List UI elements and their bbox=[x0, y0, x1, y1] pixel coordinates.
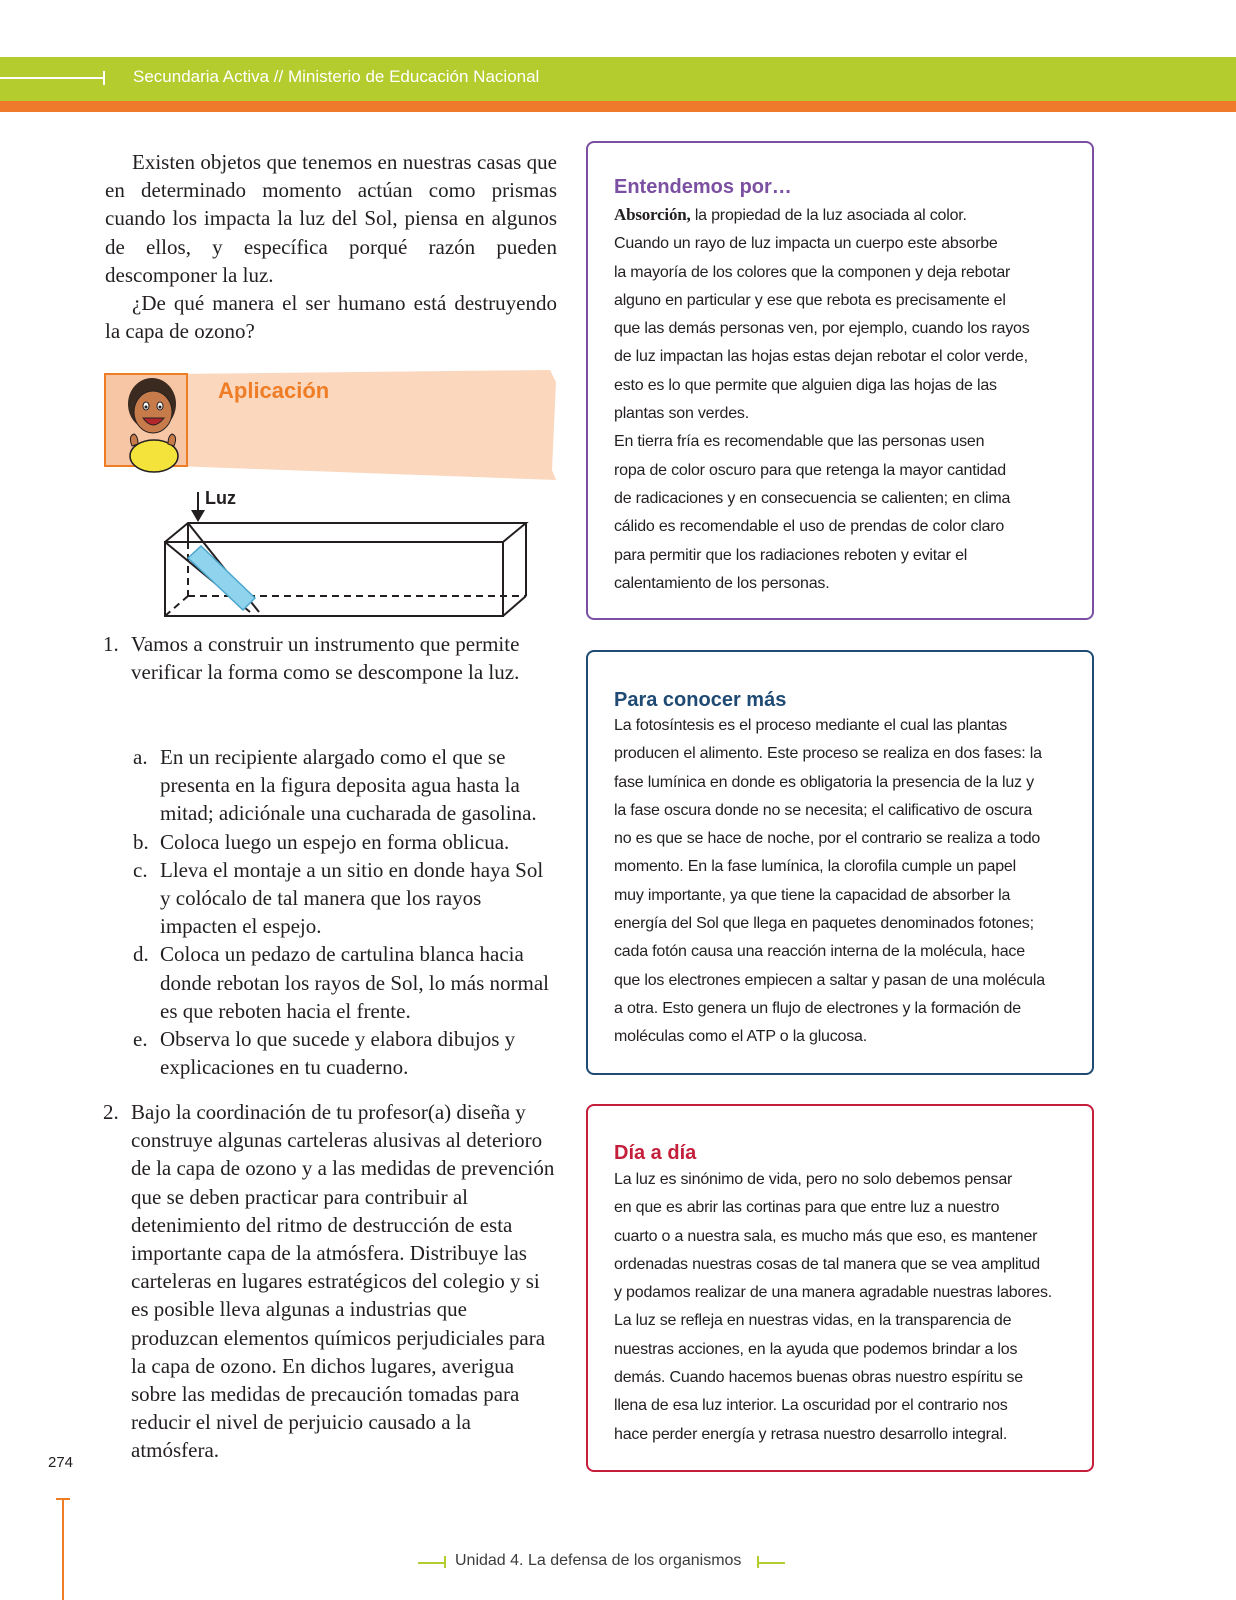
entendemos-line: la propiedad de la luz asociada al color. bbox=[694, 207, 967, 224]
entendemos-line: de radicaciones y en consecuencia se calienten; en clima bbox=[614, 489, 1011, 507]
entendemos-line: cálido es recomendable el uso de prendas de color claro bbox=[614, 518, 1005, 536]
activity-item-1 bbox=[103, 630, 559, 686]
activity-steps bbox=[133, 743, 557, 1081]
light-label: Luz bbox=[205, 488, 236, 508]
step-c bbox=[133, 856, 557, 941]
step-b bbox=[133, 828, 557, 856]
conocer-body bbox=[614, 712, 1074, 1052]
dia-box bbox=[586, 1104, 1094, 1472]
item-1-number: 1. bbox=[103, 632, 119, 656]
step-text: Observa lo que sucede y elabora dibujos y explicaciones en tu cuaderno. bbox=[160, 1027, 516, 1080]
dia-line: La luz se refleja en nuestras vidas, en la transparencia de bbox=[614, 1312, 1012, 1330]
step-text: Coloca luego un espejo en forma oblicua. bbox=[160, 829, 510, 854]
conocer-line: producen el alimento. Este proceso se realiza en dos fases: la bbox=[614, 745, 1042, 763]
step-text: Lleva el montaje a un sitio en donde haya Sol y colócalo de tal manera que los rayos impacten el espejo. bbox=[160, 857, 544, 939]
entendemos-line: Cuando un rayo de luz impacta un cuerpo este absorbe bbox=[614, 235, 998, 253]
dia-line: nuestras acciones, en la ayuda que podemos brindar a los bbox=[614, 1340, 1018, 1358]
entendemos-line: de luz impactan las hojas estas dejan rebotar el color verde, bbox=[614, 348, 1028, 366]
step-letter: b. bbox=[133, 829, 149, 854]
dia-line: y podamos realizar de una manera agradable nuestras labores. bbox=[614, 1284, 1053, 1302]
aplicacion-title: Aplicación bbox=[218, 378, 330, 403]
dia-line: La luz es sinónimo de vida, pero no solo debemos pensar bbox=[614, 1171, 1013, 1188]
dia-title: Día a día bbox=[614, 1142, 697, 1164]
footer-rule-right bbox=[757, 1562, 785, 1564]
entendemos-line: ropa de color oscuro para que retenga la mayor cantidad bbox=[614, 461, 1006, 479]
entendemos-title: Entendemos por… bbox=[614, 176, 792, 198]
light-arrow-icon bbox=[191, 510, 205, 522]
conocer-line: energía del Sol que llega en paquetes denominados fotones; bbox=[614, 915, 1034, 933]
conocer-line: la fase oscura donde no se necesita; el calificativo de oscura bbox=[614, 801, 1033, 819]
conocer-line: muy importante, ya que tiene la capacidad de absorber la bbox=[614, 886, 1011, 904]
footer-title bbox=[455, 1552, 741, 1570]
step-d bbox=[133, 940, 557, 1025]
entendemos-line: plantas son verdes. bbox=[614, 405, 749, 423]
intro-paragraph-1: Existen objetos que tenemos en nuestras casas que en determinado momento actúan como prismas cuando los impacta la luz del Sol, piensa en algunos de ellos, y específica porqué razón pueden descomponer la luz. bbox=[105, 150, 557, 287]
conocer-line: no es que se hace de noche, por el contrario se realiza a todo bbox=[614, 830, 1041, 848]
activity-item-2 bbox=[103, 1098, 559, 1465]
intro-paragraph-2: ¿De qué manera el ser humano está destruyendo la capa de ozono? bbox=[105, 291, 557, 344]
footer-unit-title: La defensa de los organismos bbox=[527, 1552, 742, 1569]
step-a bbox=[133, 743, 557, 828]
step-letter: e. bbox=[133, 1027, 148, 1052]
footer-unit: Unidad 4. bbox=[455, 1552, 524, 1569]
entendemos-line: En tierra fría es recomendable que las personas usen bbox=[614, 433, 985, 451]
dia-line: hace perder energía y retrasa nuestro desarrollo integral. bbox=[614, 1425, 1008, 1443]
header-title: Secundaria Activa // Ministerio de Educación Nacional bbox=[133, 67, 540, 86]
entendemos-line: alguno en particular y ese que rebota es precisamente el bbox=[614, 291, 1006, 309]
mirror bbox=[188, 546, 255, 610]
conocer-line: a otra. Esto genera un flujo de electrones y la formación de bbox=[614, 999, 1021, 1017]
entendemos-line: que las demás personas ven, por ejemplo, cuando los rayos bbox=[614, 320, 1030, 338]
footer-rule-right-tick bbox=[757, 1556, 759, 1568]
conocer-line: que los electrones empiecen a saltar y pasan de una molécula bbox=[614, 971, 1045, 989]
entendemos-line: para permitir que los radiaciones reboten y evitar el bbox=[614, 546, 968, 564]
conocer-line: momento. En la fase lumínica, la clorofila cumple un papel bbox=[614, 858, 1016, 876]
entendemos-line: calentamiento de los personas. bbox=[614, 574, 830, 592]
header-rule-tick bbox=[103, 71, 105, 85]
dia-line: ordenadas nuestras cosas de tal manera que se vea amplitud bbox=[614, 1255, 1041, 1273]
conocer-line: La fotosíntesis es el proceso mediante el cual las plantas bbox=[614, 717, 1008, 734]
entendemos-box bbox=[586, 141, 1094, 620]
conocer-title: Para conocer más bbox=[614, 689, 787, 711]
step-text: En un recipiente alargado como el que se presenta en la figura deposita agua hasta la mitad; adiciónale una cucharada de gasolina. bbox=[160, 745, 537, 826]
container-diagram bbox=[155, 488, 535, 628]
entendemos-line: esto es lo que permite que alguien diga las hojas de las bbox=[614, 376, 997, 394]
step-letter: d. bbox=[133, 942, 149, 967]
footer-margin-line bbox=[62, 1498, 64, 1600]
step-letter: c. bbox=[133, 857, 148, 882]
footer-rule-left-tick bbox=[444, 1556, 446, 1568]
item-2-text: Bajo la coordinación de tu profesor(a) diseña y construye algunas carteleras alusivas al deterioro de la capa de ozono y a las medidas de prevención que se deben practicar para contribuir al detenimiento del ritmo de destrucción de esta importante capa de la atmósfera. Distribuye las carteleras en lugares estratégicos del colegio y si es posible lleva algunas a industrias que produzcan elementos químicos perjudiciales para la capa de ozono. En dichos lugares, averigua sobre las medidas de precaución tomadas para reducir el nivel de perjuicio causado a la atmósfera. bbox=[131, 1100, 555, 1463]
conocer-line: fase lumínica en donde es obligatoria la presencia de la luz y bbox=[614, 773, 1034, 791]
dia-line: demás. Cuando hacemos buenas obras nuestro espíritu se bbox=[614, 1369, 1024, 1387]
entendemos-term: Absorción, bbox=[614, 205, 691, 224]
page-number: 274 bbox=[48, 1454, 74, 1471]
dia-body bbox=[614, 1166, 1074, 1449]
intro-text bbox=[105, 148, 557, 345]
step-letter: a. bbox=[133, 745, 148, 769]
header-rule bbox=[0, 77, 104, 79]
item-2-number: 2. bbox=[103, 1100, 119, 1124]
footer-rule-left bbox=[418, 1562, 446, 1564]
conocer-line: cada fotón causa una reacción interna de la molécula, hace bbox=[614, 943, 1025, 961]
conocer-box bbox=[586, 650, 1094, 1075]
step-text: Coloca un pedazo de cartulina blanca hacia donde rebotan los rayos de Sol, lo más normal es que reboten hacia el frente. bbox=[160, 942, 550, 1023]
conocer-line: moléculas como el ATP o la glucosa. bbox=[614, 1028, 867, 1046]
header-stripe bbox=[0, 101, 1236, 112]
item-1-text: Vamos a construir un instrumento que permite verificar la forma como se descompone la luz. bbox=[131, 632, 520, 685]
dia-line: en que es abrir las cortinas para que entre luz a nuestro bbox=[614, 1199, 1000, 1217]
aplicacion-banner bbox=[104, 370, 556, 480]
dia-line: llena de esa luz interior. La oscuridad por el contrario nos bbox=[614, 1397, 1008, 1415]
entendemos-body bbox=[614, 201, 1074, 598]
dia-line: cuarto o a nuestra sala, es mucho más que eso, es mantener bbox=[614, 1227, 1038, 1245]
entendemos-line: la mayoría de los colores que la componen y deja rebotar bbox=[614, 263, 1011, 281]
step-e bbox=[133, 1025, 557, 1081]
